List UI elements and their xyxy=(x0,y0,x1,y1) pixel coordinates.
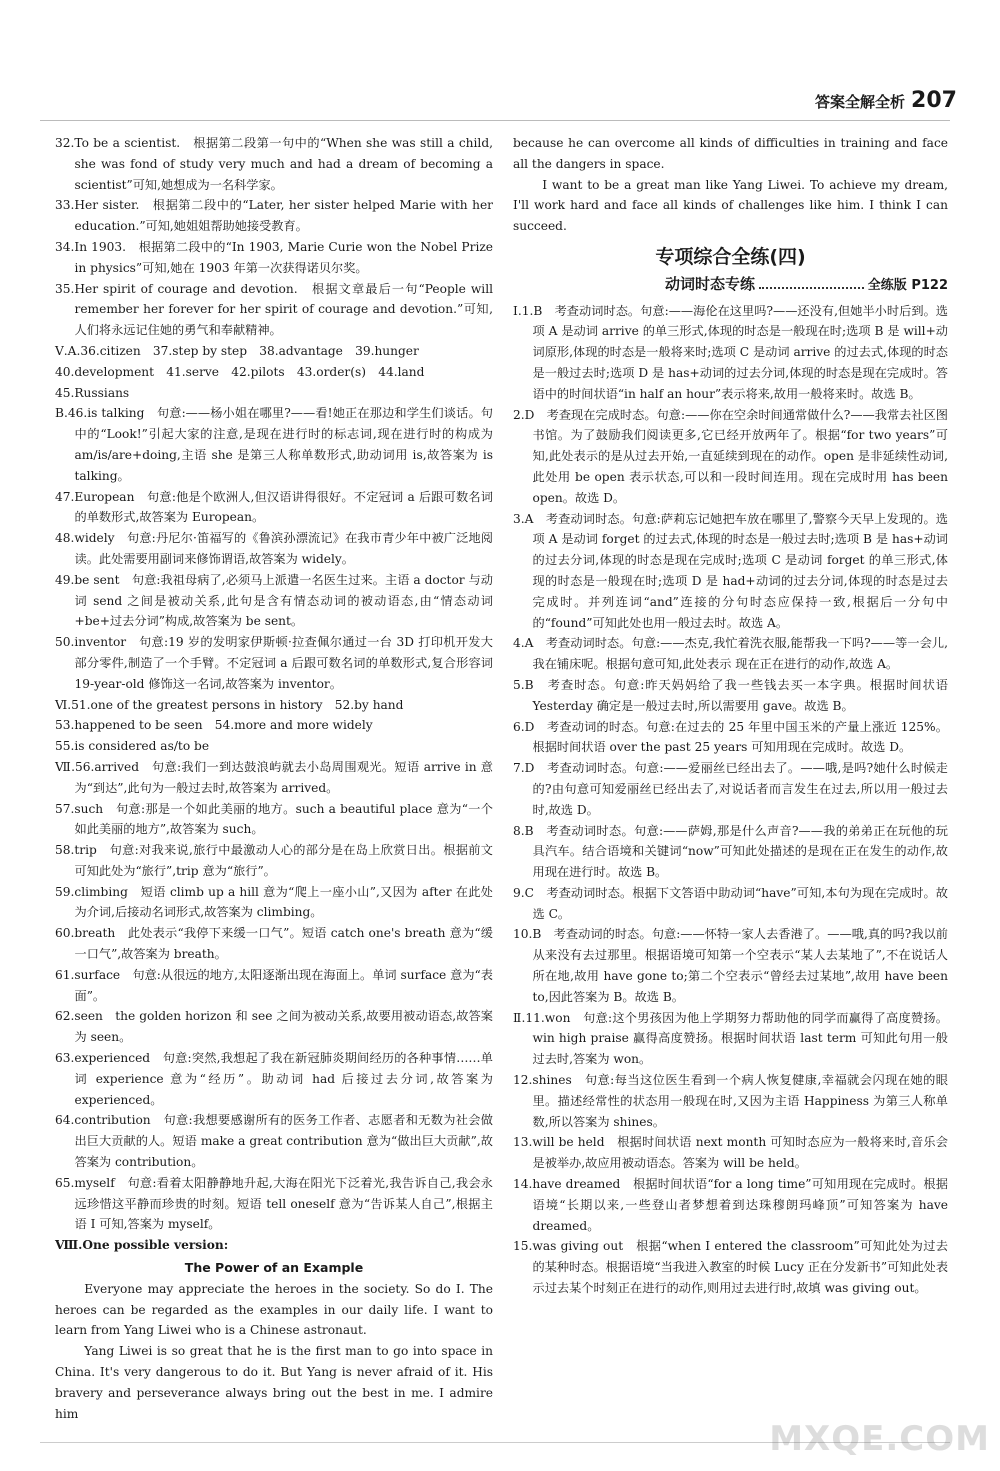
answer-item: Yang Liwei is so great that he is the first man to go into space in China. It's very dangerous to do it. But Yang is never afraid of it. His bravery and perseverance always bring out the best in me. I admire him xyxy=(55,1344,493,1421)
answer-item: 65.myself 句意:看着太阳静静地升起,大海在阳光下泛着光,我告诉自己,我会永远珍惜这平静而珍贵的时刻。短语 tell oneself 意为“告诉某人自己”,根据主语 I 可知,答案为 myself。 xyxy=(55,1175,493,1232)
answer-item: 6.D 考查动词的时态。句意:在过去的 25 年里中国玉米的产量上涨近 125%。根据时间状语 over the past 25 years 可知用现在完成时。故选 D。 xyxy=(513,719,948,755)
answer-item: 62.seen the golden horizon 和 see 之间为被动关系,故要用被动语态,故答案为 seen。 xyxy=(55,1009,493,1045)
right-column xyxy=(513,133,948,1299)
answer-item: 45.Russians xyxy=(55,385,130,400)
answer-item: 48.widely 句意:丹尼尔·笛福写的《鲁滨孙漂流记》在我市青少年中被广泛地阅读。此处需要用副词来修饰谓语,故答案为 widely。 xyxy=(55,531,493,566)
answer-item: 50.inventor 句意:19 岁的发明家伊斯顿·拉查佩尔通过一台 3D 打印机开发大部分零件,制造了一个手臂。不定冠词 a 后跟可数名词的单数形式,复合形容词 19-year-old 修饰这一名词,故答案为 inventor。 xyxy=(55,635,493,691)
answer-item: 53.happened to be seen 54.more and more widely xyxy=(55,718,373,733)
answer-item: Ⅴ.A.36.citizen 37.step by step 38.advantage 39.hunger xyxy=(55,343,419,358)
sub-heading-ref: 全练版 P122 xyxy=(867,277,948,293)
answer-item: Ⅱ.11.won 句意:这个男孩因为他上学期努力帮助他的同学而赢得了高度赞扬。win high praise 赢得高度赞扬。根据时间状语 last term 可知此句用一般过去时,答案为 won。 xyxy=(513,1010,948,1067)
section-title: 专项综合全练(四) xyxy=(655,245,806,268)
watermark: MXQE.COM xyxy=(769,1419,990,1459)
essay-title: The Power of an Example xyxy=(184,1260,364,1276)
answer-item: 3.A 考查动词时态。句意:萨莉忘记她把车放在哪里了,警察今天早上发现的。选项 A 是动词 forget 的过去式,体现的时态是一般过去时;选项 B 是 has+动词的过去分词,体现的时态是现在完成时;选项 C 是动词 forget 的单三形式,体现的时态是一般现在时;选项 D 是 had+动词的过去分词,体现的时态是过去完成时。并列连词“and”连接的分句时态应保持一致,根据后一分句中的“found”可知此处也用一般过去时。故选 A。 xyxy=(513,511,948,630)
answer-item: 32.To be a scientist. 根据第二段第一句中的“When she was still a child, she was fond of study very much and had a dream of becoming a scientist”可知,她想成为一名科学家。 xyxy=(55,136,493,192)
answer-item: 47.European 句意:他是个欧洲人,但汉语讲得很好。不定冠词 a 后跟可数名词的单数形式,故答案为 European。 xyxy=(55,489,493,525)
answer-item: 61.surface 句意:从很远的地方,太阳逐渐出现在海面上。单词 surface 意为“表面”。 xyxy=(55,967,493,1003)
answer-item: Ⅰ.1.B 考查动词时态。句意:——海伦在这里吗?——还没有,但她半小时后到。选项 A 是动词 arrive 的单三形式,体现的时态是一般现在时;选项 B 是 will+动词原形,体现的时态是一般将来时;选项 C 是动词 arrive 的过去式,体现的时态是一般过去时;选项 D 是 has+动词的过去分词,体现的时态是现在完成时。答语中的时间状语“in half an hour”表示将来,故用一般将来时。故选 B。 xyxy=(513,303,948,401)
answer-list xyxy=(513,301,948,1299)
answer-item: 8.B 考查动词时态。句意:——萨姆,那是什么声音?——我的弟弟正在玩他的玩具汽车。结合语境和关键词“now”可知此处描述的是现在正在发生的动作,故用现在进行时。故选 B。 xyxy=(513,823,948,880)
answer-item: 58.trip 句意:对我来说,旅行中最激动人心的部分是在岛上欣赏日出。根据前文可知此处为“旅行”,trip 意为“旅行”。 xyxy=(55,843,493,878)
sub-heading-title: 动词时态专练 xyxy=(665,274,756,293)
sub-heading xyxy=(513,274,948,297)
answer-item: Ⅵ.51.one of the greatest persons in history 52.by hand xyxy=(55,697,404,712)
answer-item: 60.breath 此处表示“我停下来缓一口气”。短语 catch one's breath 意为“缓一口气”,故答案为 breath。 xyxy=(55,926,493,962)
essay-paragraph: because he can overcome all kinds of difficulties in training and face all the dangers in space. xyxy=(513,136,948,171)
answer-item: 2.D 考查现在完成时态。句意:——你在空余时间通常做什么?——我常去社区图书馆。为了鼓励我们阅读更多,它已经开放两年了。根据“for two years”可知,此处表示的是从过去开始,一直延续到现在的动作。open 是非延续性动词,此处用 be open 表示状态,可以和一段时间连用。现在完成时用 has been open。故选 D。 xyxy=(513,407,948,505)
answer-item: 5.B 考查时态。句意:昨天妈妈给了我一些钱去买一本字典。根据时间状语 Yesterday 确定是一般过去时,所以需要用 gave。故选 B。 xyxy=(513,677,948,713)
answer-item: B.46.is talking 句意:——杨小姐在哪里?——看!她正在那边和学生们谈话。句中的“Look!”引起大家的注意,是现在进行时的标志词,现在进行时的构成为 am/is/are+doing,主语 she 是第三人称单数形式,助动词用 is,故答案为 is talking。 xyxy=(55,406,493,483)
answer-item: 49.be sent 句意:我祖母病了,必须马上派遣一名医生过来。主语 a doctor 与动词 send 之间是被动关系,此句是含有情态动词的被动语态,由“情态动词+be+过去分词”构成,故答案为 be sent。 xyxy=(55,572,493,629)
answer-item: 35.Her spirit of courage and devotion. 根据文章最后一句“People will remember her forever for her spirit of courage and devotion.”可知,人们将永远记住她的勇气和奉献精神。 xyxy=(55,281,493,338)
page-number: 207 xyxy=(911,88,957,113)
answer-item: 13.will be held 根据时间状语 next month 可知时态应为一般将来时,音乐会是被举办,故应用被动语态。答案为 will be held。 xyxy=(513,1135,948,1171)
answer-item: 4.A 考查动词时态。句意:——杰克,我忙着洗衣服,能帮我一下吗?——等一会儿,我在铺床呢。根据句意可知,此处表示 现在正在进行的动作,故选 A。 xyxy=(513,636,948,672)
answer-item: 12.shines 句意:每当这位医生看到一个病人恢复健康,幸福就会闪现在她的眼里。描述经常性的状态用一般现在时,又因为主语 Happiness 为第三人称单数,所以答案为 shines。 xyxy=(513,1073,948,1129)
page-header xyxy=(815,88,957,113)
answer-item: 7.D 考查动词时态。句意:——爱丽丝已经出去了。——哦,是吗?她什么时候走的?由句意可知爱丽丝已经出去了,对说话者而言发生在过去,所以用一般过去时,故选 D。 xyxy=(513,761,948,817)
answer-item: 9.C 考查动词时态。根据下文答语中助动词“have”可知,本句为现在完成时。故选 C。 xyxy=(513,885,948,921)
answer-item: 15.was giving out 根据“when I entered the classroom”可知此处为过去的某种时态。根据语境“当我进入教室的时候 Lucy 正在分发新书”可知此处表示过去某个时刻正在进行的动作,则用过去进行时,故填 was giving out。 xyxy=(513,1239,949,1296)
answer-item: 64.contribution 句意:我想要感谢所有的医务工作者、志愿者和无数为社会做出巨大贡献的人。短语 make a great contribution 意为“做出巨大贡献”,故答案为 contribution。 xyxy=(55,1113,493,1170)
header-title: 答案全解全析 xyxy=(815,93,906,111)
answer-item: 57.such 句意:那是一个如此美丽的地方。such a beautiful place 意为“一个如此美丽的地方”,故答案为 such。 xyxy=(55,801,493,837)
left-column xyxy=(55,133,493,1424)
answer-item: Ⅶ.56.arrived 句意:我们一到达鼓浪屿就去小岛周围观光。短语 arrive in 意为“到达”,此句为一般过去时,故答案为 arrived。 xyxy=(55,759,493,795)
answer-item: Ⅷ.One possible version: xyxy=(55,1238,229,1253)
answer-item: 40.development 41.serve 42.pilots 43.order(s) 44.land xyxy=(55,364,425,379)
answer-item: 55.is considered as/to be xyxy=(55,739,210,754)
answer-item: 63.experienced 句意:突然,我想起了我在新冠肺炎期间经历的各种事情……单词 experience 意为“经历”。助动词 had 后接过去分词,故答案为 experienced。 xyxy=(55,1051,493,1107)
essay-paragraph: I want to be a great man like Yang Liwei. To achieve my dream, I'll work hard and face all kinds of challenges like him. I think I can succeed. xyxy=(513,177,948,234)
leader-dots xyxy=(759,287,864,289)
answer-item: 14.have dreamed 根据时间状语“for a long time”可知用现在完成时。根据语境“长期以来,一些登山者梦想着到达珠穆朗玛峰顶”可知答案为 have dreamed。 xyxy=(513,1177,948,1233)
answer-item: 34.In 1903. 根据第二段中的“In 1903, Marie Curie won the Nobel Prize in physics”可知,她在 1903 年第一次获得诺贝尔奖。 xyxy=(55,239,493,275)
answer-item: 33.Her sister. 根据第二段中的“Later, her sister helped Marie with her education.”可知,她姐姐帮助她接受教育。 xyxy=(55,198,493,234)
essay-continuation xyxy=(513,133,948,237)
answer-item: Everyone may appreciate the heroes in the society. So do I. The heroes can be regarded as the examples in our daily life. I want to learn from Yang Liwei who is a Chinese astronaut. xyxy=(55,1281,493,1338)
header-rule xyxy=(40,120,950,121)
answer-item: 59.climbing 短语 climb up a hill 意为“爬上一座小山”,又因为 after 在此处为介词,后接动名词形式,故答案为 climbing。 xyxy=(55,884,493,920)
answer-item: 10.B 考查动词的时态。句意:——怀特一家人去香港了。——哦,真的吗?我以前从来没有去过那里。根据语境可知第一个空表示“某人去某地了”,不在说话人所在地,故用 have gone to;第二个空表示“曾经去过某地”,故用 have been to,因此答案为 B。故选 B。 xyxy=(513,927,948,1004)
